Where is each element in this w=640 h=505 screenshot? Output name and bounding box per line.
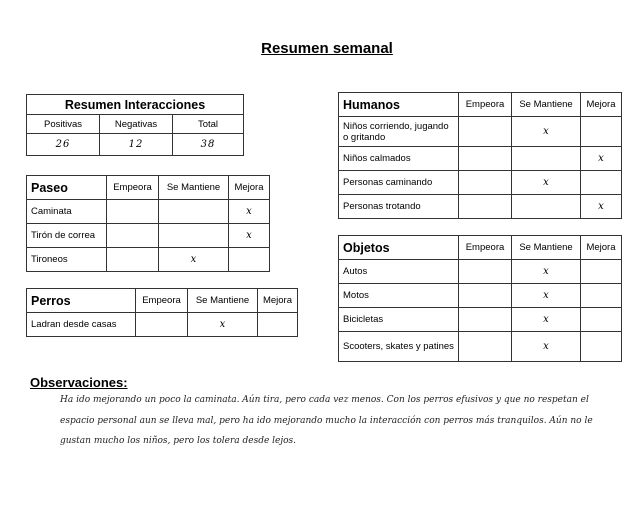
row-label: Caminata <box>27 200 107 224</box>
objetos-table <box>338 235 622 362</box>
col-mejora: Mejora <box>581 93 622 117</box>
header-positivas: Positivas <box>27 115 100 134</box>
cell-mejora <box>581 171 622 195</box>
cell-empeora <box>107 200 159 224</box>
cell-mantiene <box>159 224 229 248</box>
col-mantiene: Se Mantiene <box>188 289 258 313</box>
header-negativas: Negativas <box>100 115 173 134</box>
cell-empeora <box>459 147 512 171</box>
resumen-interacciones-table <box>26 94 244 156</box>
cell-mantiene: x <box>159 248 229 272</box>
col-empeora: Empeora <box>107 176 159 200</box>
table-row <box>27 248 270 272</box>
row-label: Autos <box>339 260 459 284</box>
value-total: 38 <box>173 134 244 156</box>
row-label: Personas trotando <box>339 195 459 219</box>
observaciones-line: Ha ido mejorando un poco la caminata. Aún tira, pero cada vez menos. Con los perros efusivos y que no respetan el <box>60 395 589 405</box>
row-label: Tironeos <box>27 248 107 272</box>
cell-mejora <box>581 332 622 362</box>
cell-mantiene <box>159 200 229 224</box>
table-row <box>339 147 622 171</box>
cell-empeora <box>459 260 512 284</box>
cell-empeora <box>136 313 188 337</box>
col-mejora: Mejora <box>581 236 622 260</box>
table-row <box>339 117 622 147</box>
resumen-title: Resumen Interacciones <box>27 95 244 115</box>
table-row <box>27 200 270 224</box>
perros-title: Perros <box>27 289 136 313</box>
cell-mantiene: x <box>512 117 581 147</box>
row-label: Niños calmados <box>339 147 459 171</box>
humanos-table <box>338 92 622 219</box>
observaciones-line: gustan mucho los niños, pero los tolera desde lejos. <box>60 436 297 446</box>
observaciones-line: espacio personal aun se lleva mal, pero ha ido mejorando mucho la interacción con perros más tranquilos. Aún no le <box>60 416 593 426</box>
table-row <box>339 171 622 195</box>
col-mantiene: Se Mantiene <box>512 93 581 117</box>
cell-empeora <box>459 308 512 332</box>
cell-mantiene <box>512 147 581 171</box>
table-row <box>339 332 622 362</box>
cell-mejora: x <box>581 195 622 219</box>
value-positivas: 26 <box>27 134 100 156</box>
cell-mejora <box>581 260 622 284</box>
cell-empeora <box>107 224 159 248</box>
row-label: Motos <box>339 284 459 308</box>
observaciones-title: Observaciones: <box>30 375 128 390</box>
cell-mejora <box>258 313 298 337</box>
cell-mantiene: x <box>512 284 581 308</box>
table-row <box>27 313 298 337</box>
cell-mantiene <box>512 195 581 219</box>
table-row <box>339 284 622 308</box>
cell-mejora <box>581 308 622 332</box>
col-empeora: Empeora <box>136 289 188 313</box>
paseo-title: Paseo <box>27 176 107 200</box>
perros-table <box>26 288 298 337</box>
row-label: Ladran desde casas <box>27 313 136 337</box>
col-empeora: Empeora <box>459 236 512 260</box>
header-total: Total <box>173 115 244 134</box>
cell-empeora <box>459 117 512 147</box>
col-mantiene: Se Mantiene <box>159 176 229 200</box>
row-label: Tirón de correa <box>27 224 107 248</box>
cell-mejora: x <box>229 200 270 224</box>
cell-mejora <box>229 248 270 272</box>
cell-empeora <box>107 248 159 272</box>
cell-empeora <box>459 284 512 308</box>
table-row <box>27 224 270 248</box>
col-mantiene: Se Mantiene <box>512 236 581 260</box>
col-mejora: Mejora <box>258 289 298 313</box>
row-label: Scooters, skates y patines <box>339 332 459 362</box>
page-title: Resumen semanal <box>261 40 393 57</box>
table-row <box>339 195 622 219</box>
col-mejora: Mejora <box>229 176 270 200</box>
row-label: Personas caminando <box>339 171 459 195</box>
table-row <box>339 260 622 284</box>
row-label: Bicicletas <box>339 308 459 332</box>
value-negativas: 12 <box>100 134 173 156</box>
cell-mejora <box>581 117 622 147</box>
cell-empeora <box>459 195 512 219</box>
cell-mantiene: x <box>188 313 258 337</box>
objetos-title: Objetos <box>339 236 459 260</box>
col-empeora: Empeora <box>459 93 512 117</box>
humanos-title: Humanos <box>339 93 459 117</box>
paseo-table <box>26 175 270 272</box>
cell-mantiene: x <box>512 332 581 362</box>
cell-mantiene: x <box>512 171 581 195</box>
row-label: Niños corriendo, jugando o gritando <box>339 117 459 147</box>
cell-mantiene: x <box>512 308 581 332</box>
cell-mejora <box>581 284 622 308</box>
cell-empeora <box>459 171 512 195</box>
cell-mantiene: x <box>512 260 581 284</box>
cell-mejora: x <box>229 224 270 248</box>
table-row <box>339 308 622 332</box>
cell-empeora <box>459 332 512 362</box>
cell-mejora: x <box>581 147 622 171</box>
